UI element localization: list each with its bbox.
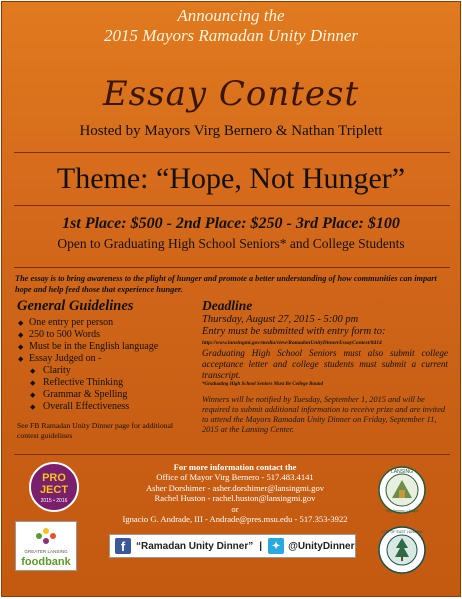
guidelines-list xyxy=(17,317,202,365)
contact-line: or xyxy=(231,503,239,514)
deadline-heading: Deadline xyxy=(202,298,253,313)
contact-line: Rachel Huston - rachel.huston@lansingmi.gov xyxy=(154,493,316,504)
contest-title: Essay Contest xyxy=(102,74,360,114)
east-lansing-seal-text: CITY OF EAST LANSING xyxy=(381,530,423,534)
bullet-icon: ◆ xyxy=(30,403,36,411)
bullet-icon: ◆ xyxy=(30,391,36,399)
foodbank-logo-text: foodbank xyxy=(21,556,71,568)
guidelines-section xyxy=(17,298,202,441)
bullet-icon: ◆ xyxy=(18,355,24,363)
contact-line: Asher Dorshimer - asher.dorshimer@lansingmi.gov xyxy=(145,482,325,493)
bullet-icon: ◆ xyxy=(30,367,36,375)
divider xyxy=(14,267,450,268)
guidelines-heading: General Guidelines xyxy=(17,298,134,314)
list-item: ◆ Overall Effectiveness xyxy=(30,401,130,412)
facebook-note: See FB Ramadan Unity Dinner page for additional contest guidelines xyxy=(17,421,174,440)
divider xyxy=(14,152,450,153)
divider xyxy=(14,205,450,206)
bullet-icon: ◆ xyxy=(18,343,24,351)
list-item: ◆ One entry per person xyxy=(18,317,114,328)
lansing-seal-text: LANSING xyxy=(391,469,413,475)
entry-instructions: Entry must be submitted with entry form to: xyxy=(202,326,386,337)
prizes: 1st Place: $500 - 2nd Place: $250 - 3rd Place: $100 xyxy=(62,215,400,232)
lansing-seal-caption: Virg Bernero • Mayor xyxy=(385,509,419,513)
college-bound-note: *Graduating High School Seniors Must Be College Bound xyxy=(202,382,324,387)
foodbank-logo-graphic xyxy=(16,522,76,570)
list-item: ◆ Essay Judged on - xyxy=(18,353,102,364)
divider xyxy=(14,454,450,455)
project-logo-text: JECT xyxy=(39,484,69,496)
contact-line: Ignacio G. Andrade, III - Andrade@pres.msu.edu - 517.353-3922 xyxy=(122,514,348,525)
contact-line: Office of Mayor Virg Bernero - 517.483.4141 xyxy=(156,472,314,483)
deadline-date: Thursday, August 27, 2015 - 5:00 pm xyxy=(202,314,359,325)
foodbank-logo xyxy=(15,521,77,571)
project-logo-years: 2015 • 2016 xyxy=(40,498,68,504)
announce-line-1: Announcing the xyxy=(177,6,285,25)
social-bar xyxy=(109,534,356,558)
twitter-handle[interactable]: @UnityDinner xyxy=(288,540,355,552)
announce-line-2: 2015 Mayors Ramadan Unity Dinner xyxy=(103,26,359,45)
east-lansing-seal-graphic xyxy=(378,526,426,574)
intro-paragraph: The essay is to bring awareness to the plight of hunger and promote a better understanding of how communities can impart hope and help feed those that experience hunger. xyxy=(15,274,437,294)
hosted-by: Hosted by Mayors Virg Bernero & Nathan Triplett xyxy=(79,123,383,139)
east-lansing-seal xyxy=(378,526,426,574)
winners-notice: Winners will be notified by Tuesday, September 1, 2015 and will be required to submit additional information to receive prize and are invited to attend the Mayors Ramadan Unity Dinner on Friday, September 11, 2015 at the Lansing Center. xyxy=(202,395,446,434)
bullet-icon: ◆ xyxy=(18,319,24,327)
theme: Theme: “Hope, Not Hunger” xyxy=(56,162,406,195)
lansing-seal xyxy=(378,466,426,514)
flyer xyxy=(1,1,461,597)
list-item: ◆ Reflective Thinking xyxy=(30,377,124,388)
list-item: ◆ Grammar & Spelling xyxy=(30,389,128,400)
contact-heading: For more information contact the xyxy=(173,462,297,472)
entry-form-link[interactable]: http://www.lansingmi.gov/media/view/RamadanUnityDinnerEssayContest/8414 xyxy=(202,340,382,346)
facebook-page[interactable]: “Ramadan Unity Dinner” xyxy=(136,540,254,552)
list-item: ◆ Must be in the English language xyxy=(18,341,159,352)
judging-criteria-list xyxy=(17,365,202,413)
deadline-section xyxy=(202,298,448,435)
graduating-requirements: Graduating High School Seniors must also submit college acceptance letter and college students must submit a current transcript. xyxy=(202,348,448,380)
lansing-seal-graphic xyxy=(378,466,426,514)
eligibility: Open to Graduating High School Seniors* and College Students xyxy=(57,236,405,251)
separator: | xyxy=(259,540,263,552)
bullet-icon: ◆ xyxy=(18,331,24,339)
project-logo-graphic xyxy=(31,464,77,510)
twitter-icon: ✦ xyxy=(268,538,284,554)
foodbank-logo-top: GREATER LANSING xyxy=(24,549,68,554)
contact-info xyxy=(98,462,372,524)
project-logo xyxy=(29,462,79,512)
list-item: ◆ 250 to 500 Words xyxy=(18,329,100,340)
announcement xyxy=(2,6,460,46)
project-logo-text: PRO xyxy=(42,472,66,484)
facebook-icon: f xyxy=(115,538,131,554)
list-item: ◆ Clarity xyxy=(30,365,71,376)
bullet-icon: ◆ xyxy=(30,379,36,387)
